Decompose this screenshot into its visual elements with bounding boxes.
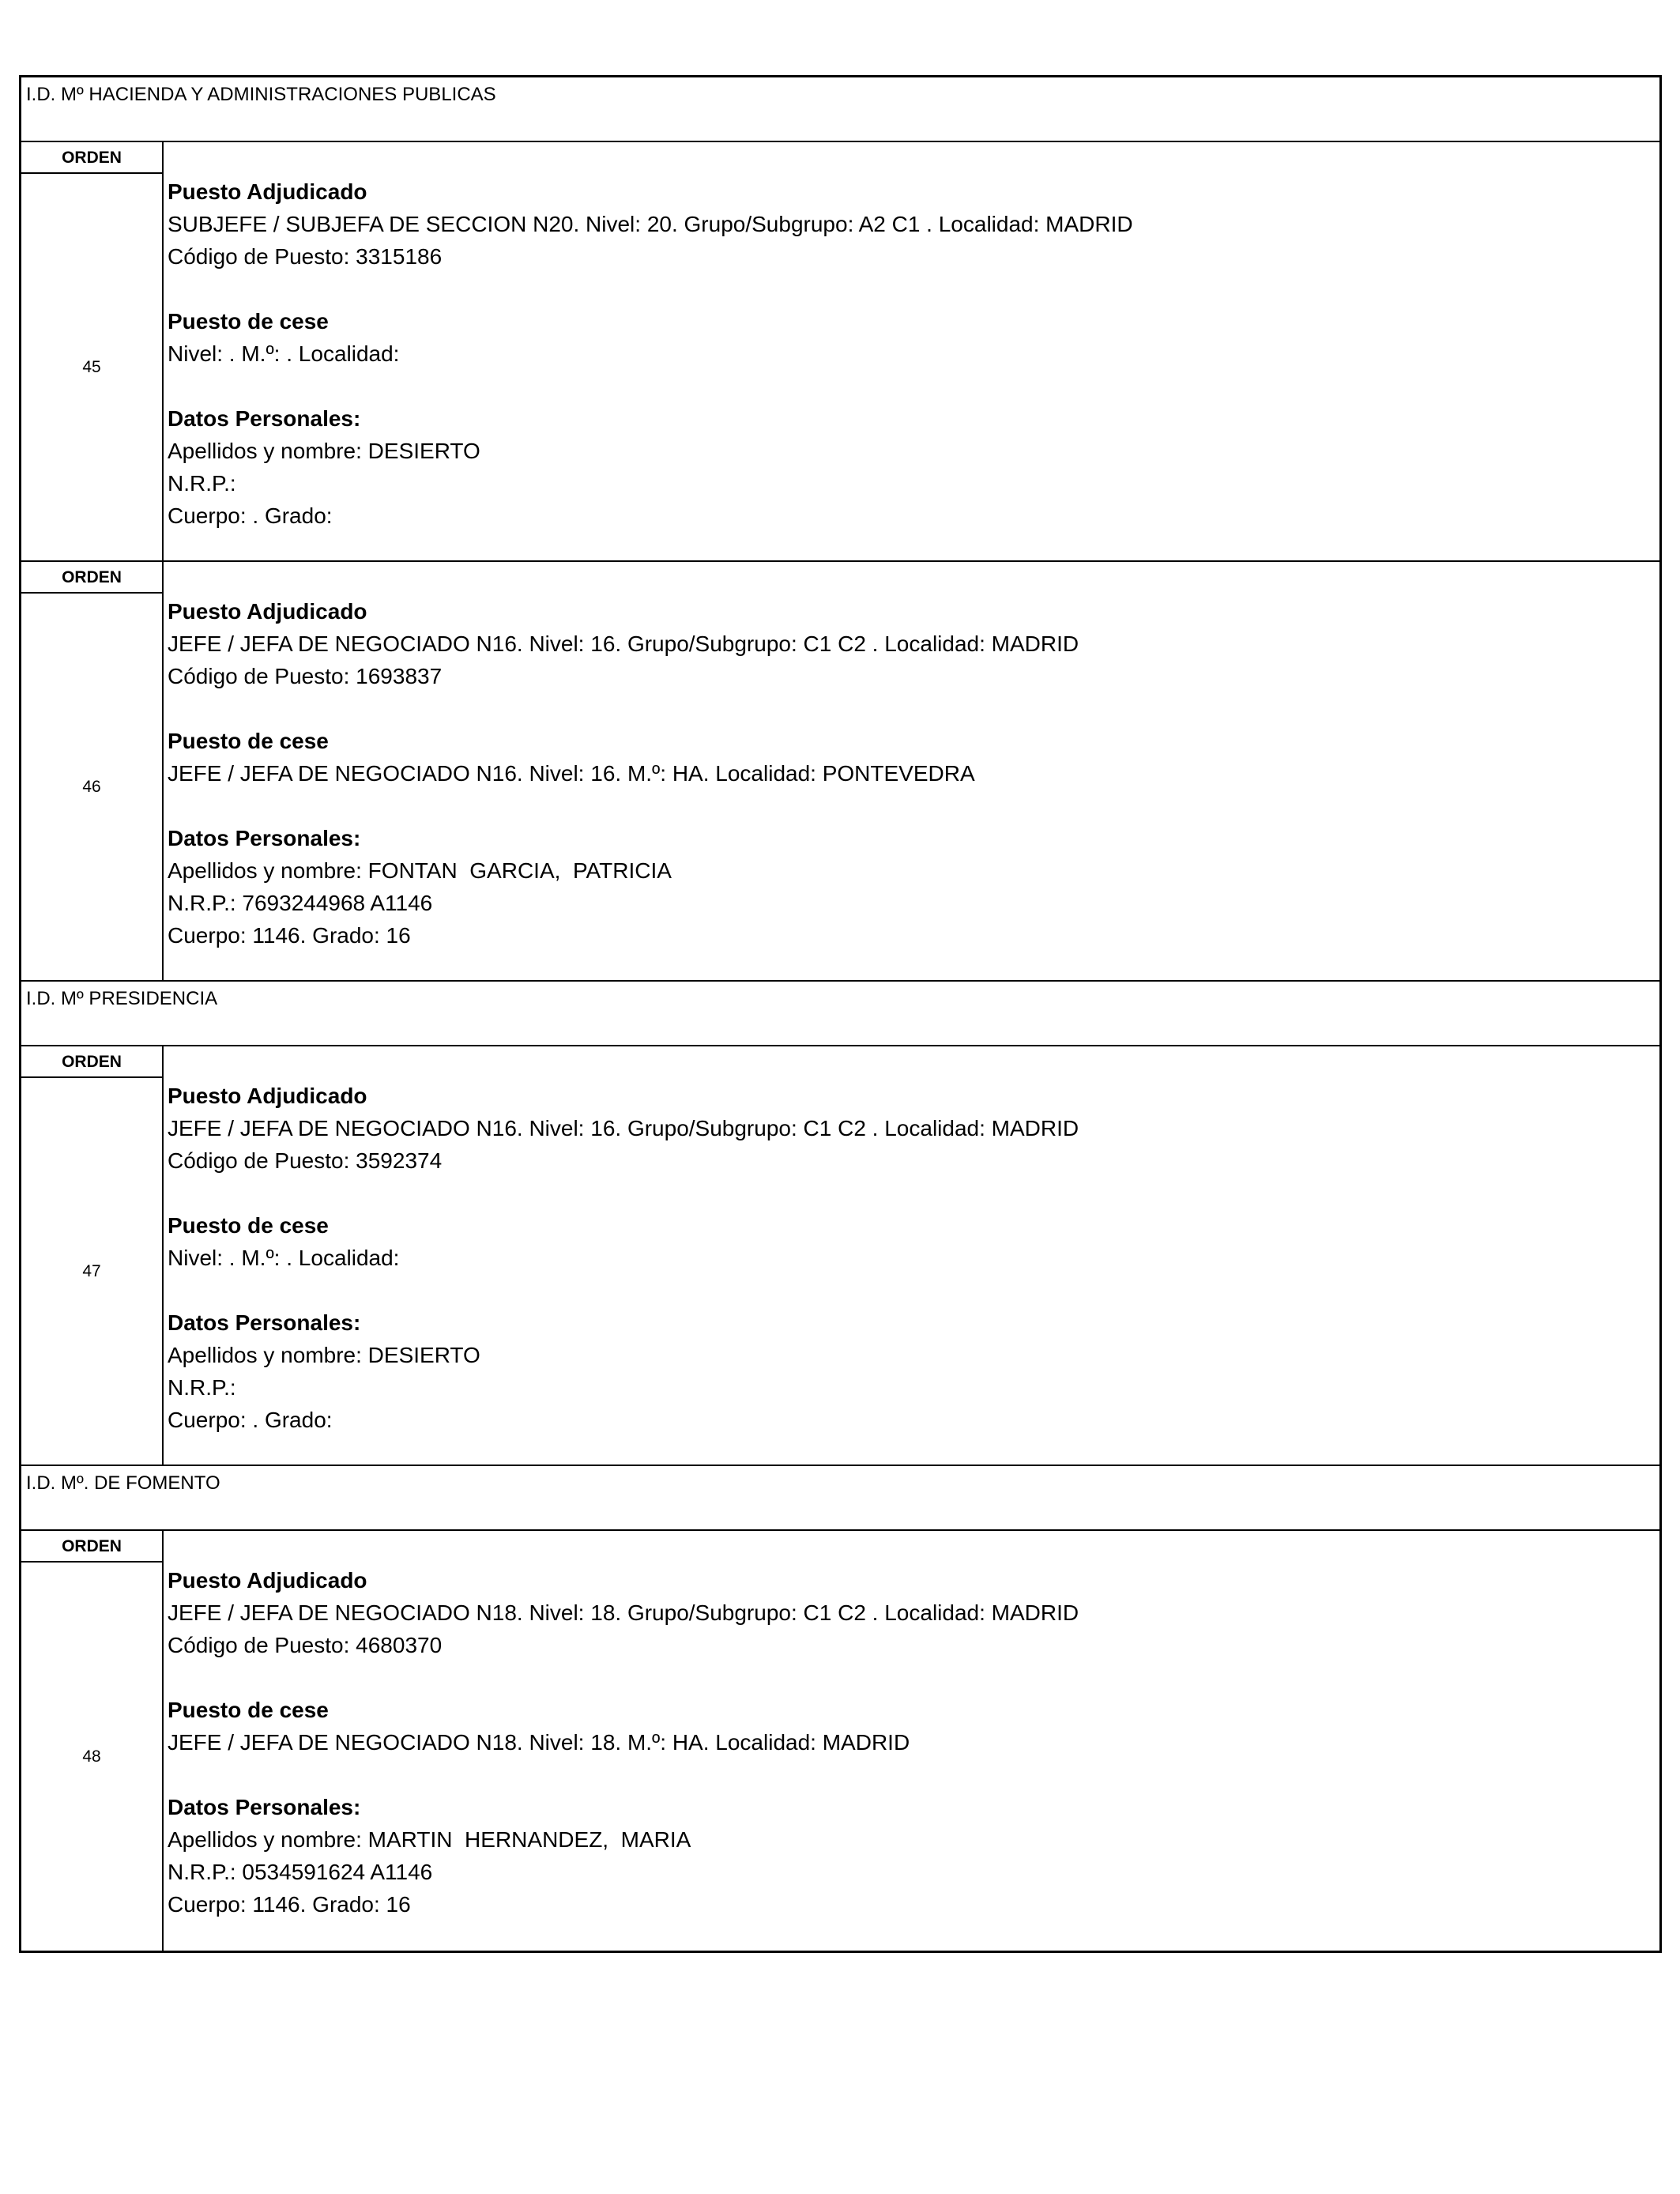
- cuerpo-grado: Cuerpo: 1146. Grado: 16: [168, 1892, 411, 1917]
- entry-row: [21, 1046, 1659, 1466]
- datos-personales-title: Datos Personales:: [168, 1795, 361, 1819]
- nrp: N.R.P.:: [168, 1375, 236, 1400]
- puesto-adjudicado-title: Puesto Adjudicado: [168, 599, 367, 624]
- orden-number: 45: [82, 357, 101, 376]
- codigo-puesto: Código de Puesto: 4680370: [168, 1633, 443, 1657]
- nrp: N.R.P.:: [168, 471, 236, 496]
- entry-details: [164, 1531, 1659, 1951]
- entry-details: [164, 1046, 1659, 1465]
- section-header-presidencia: I.D. Mº PRESIDENCIA: [21, 982, 1659, 1046]
- orden-number: 46: [82, 777, 101, 796]
- section-header-hacienda: I.D. Mº HACIENDA Y ADMINISTRACIONES PUBLICAS: [21, 77, 1659, 142]
- datos-personales-title: Datos Personales:: [168, 406, 361, 431]
- puesto-adjudicado-title: Puesto Adjudicado: [168, 1568, 367, 1593]
- cuerpo-grado: Cuerpo: . Grado:: [168, 503, 333, 528]
- entry-details: [164, 562, 1659, 980]
- apellidos-nombre: Apellidos y nombre: DESIERTO: [168, 439, 480, 463]
- spacer: [168, 1759, 1659, 1791]
- orden-label: ORDEN: [21, 142, 162, 174]
- orden-column: [21, 142, 164, 560]
- orden-column: [21, 1531, 164, 1951]
- puesto-cese-desc: JEFE / JEFA DE NEGOCIADO N16. Nivel: 16. M.º: HA. Localidad: PONTEVEDRA: [168, 761, 975, 786]
- orden-number: 48: [82, 1747, 101, 1766]
- orden-column: [21, 1046, 164, 1465]
- puesto-adjudicado-title: Puesto Adjudicado: [168, 179, 367, 204]
- puesto-adjudicado-desc: SUBJEFE / SUBJEFA DE SECCION N20. Nivel: 20. Grupo/Subgrupo: A2 C1 . Localidad: MADRID: [168, 212, 1133, 236]
- entry-row: [21, 142, 1659, 562]
- resolution-table: [19, 75, 1662, 1953]
- datos-personales-title: Datos Personales:: [168, 1310, 361, 1335]
- orden-label: ORDEN: [21, 1046, 162, 1078]
- entry-row: [21, 562, 1659, 982]
- puesto-adjudicado-desc: JEFE / JEFA DE NEGOCIADO N16. Nivel: 16. Grupo/Subgrupo: C1 C2 . Localidad: MADRID: [168, 631, 1079, 656]
- codigo-puesto: Código de Puesto: 3592374: [168, 1148, 443, 1173]
- cuerpo-grado: Cuerpo: . Grado:: [168, 1408, 333, 1432]
- spacer: [168, 370, 1659, 402]
- apellidos-nombre: Apellidos y nombre: MARTIN HERNANDEZ, MARIA: [168, 1827, 691, 1852]
- entry-details: [164, 142, 1659, 560]
- nrp: N.R.P.: 7693244968 A1146: [168, 891, 433, 915]
- orden-column: [21, 562, 164, 980]
- spacer: [168, 273, 1659, 305]
- nrp: N.R.P.: 0534591624 A1146: [168, 1860, 433, 1884]
- puesto-cese-desc: JEFE / JEFA DE NEGOCIADO N18. Nivel: 18. M.º: HA. Localidad: MADRID: [168, 1730, 910, 1755]
- puesto-adjudicado-title: Puesto Adjudicado: [168, 1084, 367, 1108]
- puesto-cese-desc: Nivel: . M.º: . Localidad:: [168, 341, 400, 366]
- spacer: [168, 692, 1659, 725]
- codigo-puesto: Código de Puesto: 3315186: [168, 244, 443, 269]
- puesto-adjudicado-desc: JEFE / JEFA DE NEGOCIADO N16. Nivel: 16. Grupo/Subgrupo: C1 C2 . Localidad: MADRID: [168, 1116, 1079, 1140]
- puesto-cese-desc: Nivel: . M.º: . Localidad:: [168, 1246, 400, 1270]
- apellidos-nombre: Apellidos y nombre: FONTAN GARCIA, PATRICIA: [168, 858, 672, 883]
- spacer: [168, 1274, 1659, 1306]
- codigo-puesto: Código de Puesto: 1693837: [168, 664, 443, 688]
- puesto-cese-title: Puesto de cese: [168, 729, 329, 753]
- entry-row: [21, 1531, 1659, 1951]
- puesto-cese-title: Puesto de cese: [168, 309, 329, 334]
- puesto-cese-title: Puesto de cese: [168, 1698, 329, 1722]
- puesto-adjudicado-desc: JEFE / JEFA DE NEGOCIADO N18. Nivel: 18. Grupo/Subgrupo: C1 C2 . Localidad: MADRID: [168, 1600, 1079, 1625]
- apellidos-nombre: Apellidos y nombre: DESIERTO: [168, 1343, 480, 1367]
- spacer: [168, 790, 1659, 822]
- orden-number: 47: [82, 1261, 101, 1280]
- datos-personales-title: Datos Personales:: [168, 826, 361, 850]
- section-header-fomento: I.D. Mº. DE FOMENTO: [21, 1466, 1659, 1531]
- spacer: [168, 1177, 1659, 1209]
- orden-label: ORDEN: [21, 562, 162, 594]
- puesto-cese-title: Puesto de cese: [168, 1213, 329, 1238]
- spacer: [168, 1661, 1659, 1694]
- orden-label: ORDEN: [21, 1531, 162, 1563]
- cuerpo-grado: Cuerpo: 1146. Grado: 16: [168, 923, 411, 948]
